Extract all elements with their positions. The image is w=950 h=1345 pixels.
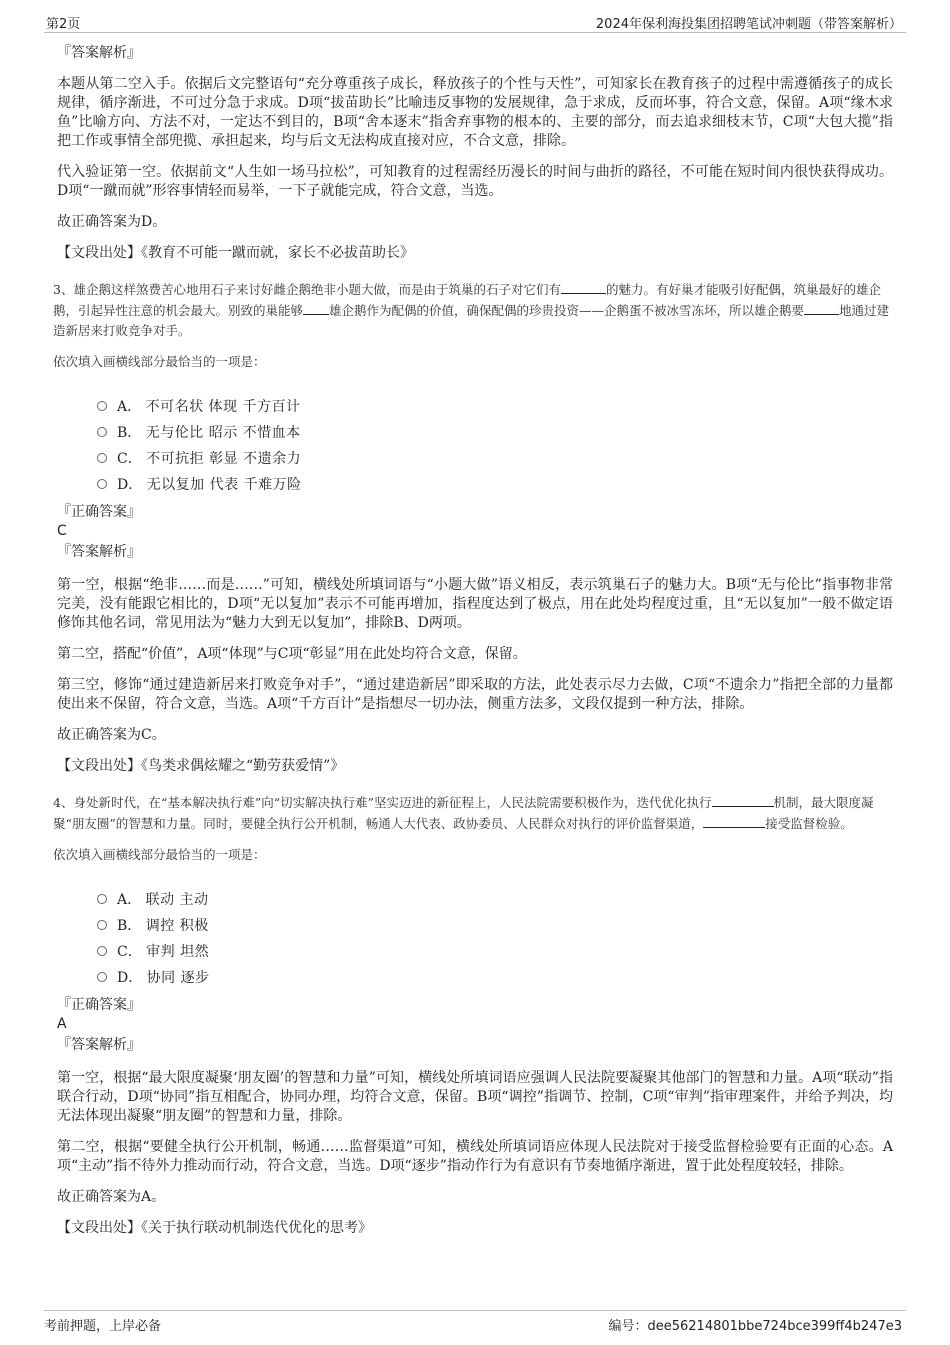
analysis-label: 『答案解析』 [57,544,141,560]
option-b[interactable]: B． 无与伦比 昭示 不惜血本 [97,419,893,445]
option-d[interactable]: D． 协同 逐步 [97,964,893,990]
page-header [44,10,906,33]
radio-icon[interactable] [97,972,107,982]
radio-icon[interactable] [97,427,107,437]
analysis-paragraph: 第二空，搭配“价值”，A项“体现”与C项“彰显”用在此处均符合文意，保留。 [57,646,527,662]
blank-2 [703,813,765,828]
option-d[interactable]: D． 无以复加 代表 千难万险 [97,471,893,497]
source-citation: 【文段出处】《关于执行联动机制迭代优化的思考》 [57,1220,372,1236]
analysis-paragraph: 第三空，修饰“通过建造新居来打败竞争对手”，“通过建造新居”即采取的方法，此处表示尽力去做，C项“不遗余力”指把全部的力量都使出来不保留，符合文意，当选。A项“千方百计”是指想尽一切办法，侧重方法多，文段仅提到一种方法，排除。 [57,677,893,712]
footer-slogan: 考前押题，上岸必备 [44,1319,162,1334]
question-stem-3: 3、雄企鹅这样煞费苦心地用石子来讨好雌企鹅绝非小题大做，而是由于筑巢的石子对它们有 的魅力。有好巢才能吸引好配偶，筑巢最好的雄企鹅，引起异性注意的机会最大。别致的巢能够 雄企鹅作为配偶的价值，确保配偶的珍贵投资——企鹅蛋不被冰雪冻坏，所以雄企鹅要 地通过建造新居来打败竞争对手。 [53,279,893,341]
document-title: 2024年保利海投集团招聘笔试冲刺题（带答案解析） [595,17,902,32]
page-number: 第2页 [46,17,81,32]
radio-icon[interactable] [97,894,107,904]
analysis-conclusion: 故正确答案为A。 [57,1189,166,1205]
analysis-conclusion: 故正确答案为D。 [57,214,167,230]
analysis-label: 『答案解析』 [57,45,141,61]
source-citation: 【文段出处】《鸟类求偶炫耀之“勤劳获爱情”》 [57,758,345,774]
correct-answer: C [57,523,67,539]
question-prompt: 依次填入画横线部分最恰当的一项是： [53,354,266,369]
radio-icon[interactable] [97,453,107,463]
analysis-paragraph: 第一空，根据“最大限度凝聚‘朋友圈’的智慧和力量”可知，横线处所填词语应强调人民法院要凝聚其他部门的智慧和力量。A项“联动”指联合行动，D项“协同”指互相配合，协同办理，均符合文意，保留。B项“调控”指调节、控制，C项“审判”指审理案件，并给予判决，均无法体现出凝聚“朋友圈”的智慧和力量，排除。 [57,1070,893,1124]
blank-2 [303,300,329,315]
options-list [97,886,893,990]
source-citation: 【文段出处】《教育不可能一蹴而就，家长不必拔苗助长》 [57,245,414,261]
option-a[interactable]: A． 联动 主动 [97,886,893,912]
blank-1 [712,792,774,807]
analysis-conclusion: 故正确答案为C。 [57,727,166,743]
analysis-label: 『答案解析』 [57,1037,141,1053]
correct-answer: A [57,1016,67,1032]
radio-icon[interactable] [97,401,107,411]
blank-1 [561,279,606,294]
radio-icon[interactable] [97,946,107,956]
analysis-paragraph: 本题从第二空入手。依据后文完整语句“充分尊重孩子成长，释放孩子的个性与天性”，可知家长在教育孩子的过程中需遵循孩子的成长规律，循序渐进，不可过分急于求成。D项“拔苗助长”比喻违反事物的发展规律，急于求成，反而坏事，符合文意，保留。A项“缘木求鱼”比喻方向、方法不对，一定达不到目的，B项“舍本逐末”指舍弃事物的根本的、主要的部分，而去追求细枝末节，C项“大包大揽”指把工作或事情全部兜揽、承担起来，均与后文无法构成直接对应，不合文意，排除。 [57,76,893,149]
document-code: 编号：dee56214801bbe724bce399ff4b247e3 [608,1319,902,1334]
radio-icon[interactable] [97,920,107,930]
radio-icon[interactable] [97,479,107,489]
options-list [97,393,893,497]
page-footer [44,1310,906,1334]
correct-answer-label: 『正确答案』 [57,504,141,520]
question-prompt: 依次填入画横线部分最恰当的一项是： [53,847,266,862]
analysis-paragraph: 第一空，根据“绝非……而是……”可知，横线处所填词语与“小题大做”语义相反，表示筑巢石子的魅力大。B项“无与伦比”指事物非常完美，没有能跟它相比的，D项“无以复加”表示不可能再增加，指程度达到了极点，用在此处均程度过重，且“无以复加”一般不做定语修饰其他名词，常见用法为“魅力大到无以复加”，排除B、D两项。 [57,577,893,631]
blank-3 [804,300,839,315]
analysis-paragraph: 第二空，根据“要健全执行公开机制，畅通……监督渠道”可知，横线处所填词语应体现人民法院对于接受监督检验要有正面的心态。A项“主动”指不待外力推动而行动，符合文意，当选。D项“逐步”指动作行为有意识有节奏地循序渐进，置于此处程度较轻，排除。 [57,1139,893,1174]
analysis-paragraph: 代入验证第一空。依据前文“人生如一场马拉松”，可知教育的过程需经历漫长的时间与曲折的路径，不可能在短时间内很快获得成功。D项“一蹴而就”形容事情轻而易举，一下子就能完成，符合文意，当选。 [57,164,893,199]
option-b[interactable]: B． 调控 积极 [97,912,893,938]
option-a[interactable]: A． 不可名状 体现 千方百计 [97,393,893,419]
correct-answer-label: 『正确答案』 [57,997,141,1013]
option-c[interactable]: C． 审判 坦然 [97,938,893,964]
question-stem-4: 4、身处新时代，在“基本解决执行难”向“切实解决执行难”坚实迈进的新征程上，人民法院需要积极作为，迭代优化执行 机制，最大限度凝聚“朋友圈”的智慧和力量。同时，要健全执行公开机制，畅通人大代表、政协委员、人民群众对执行的评价监督渠道， 接受监督检验。 [53,792,893,834]
page-content [53,44,893,1254]
option-c[interactable]: C． 不可抗拒 彰显 不遗余力 [97,445,893,471]
